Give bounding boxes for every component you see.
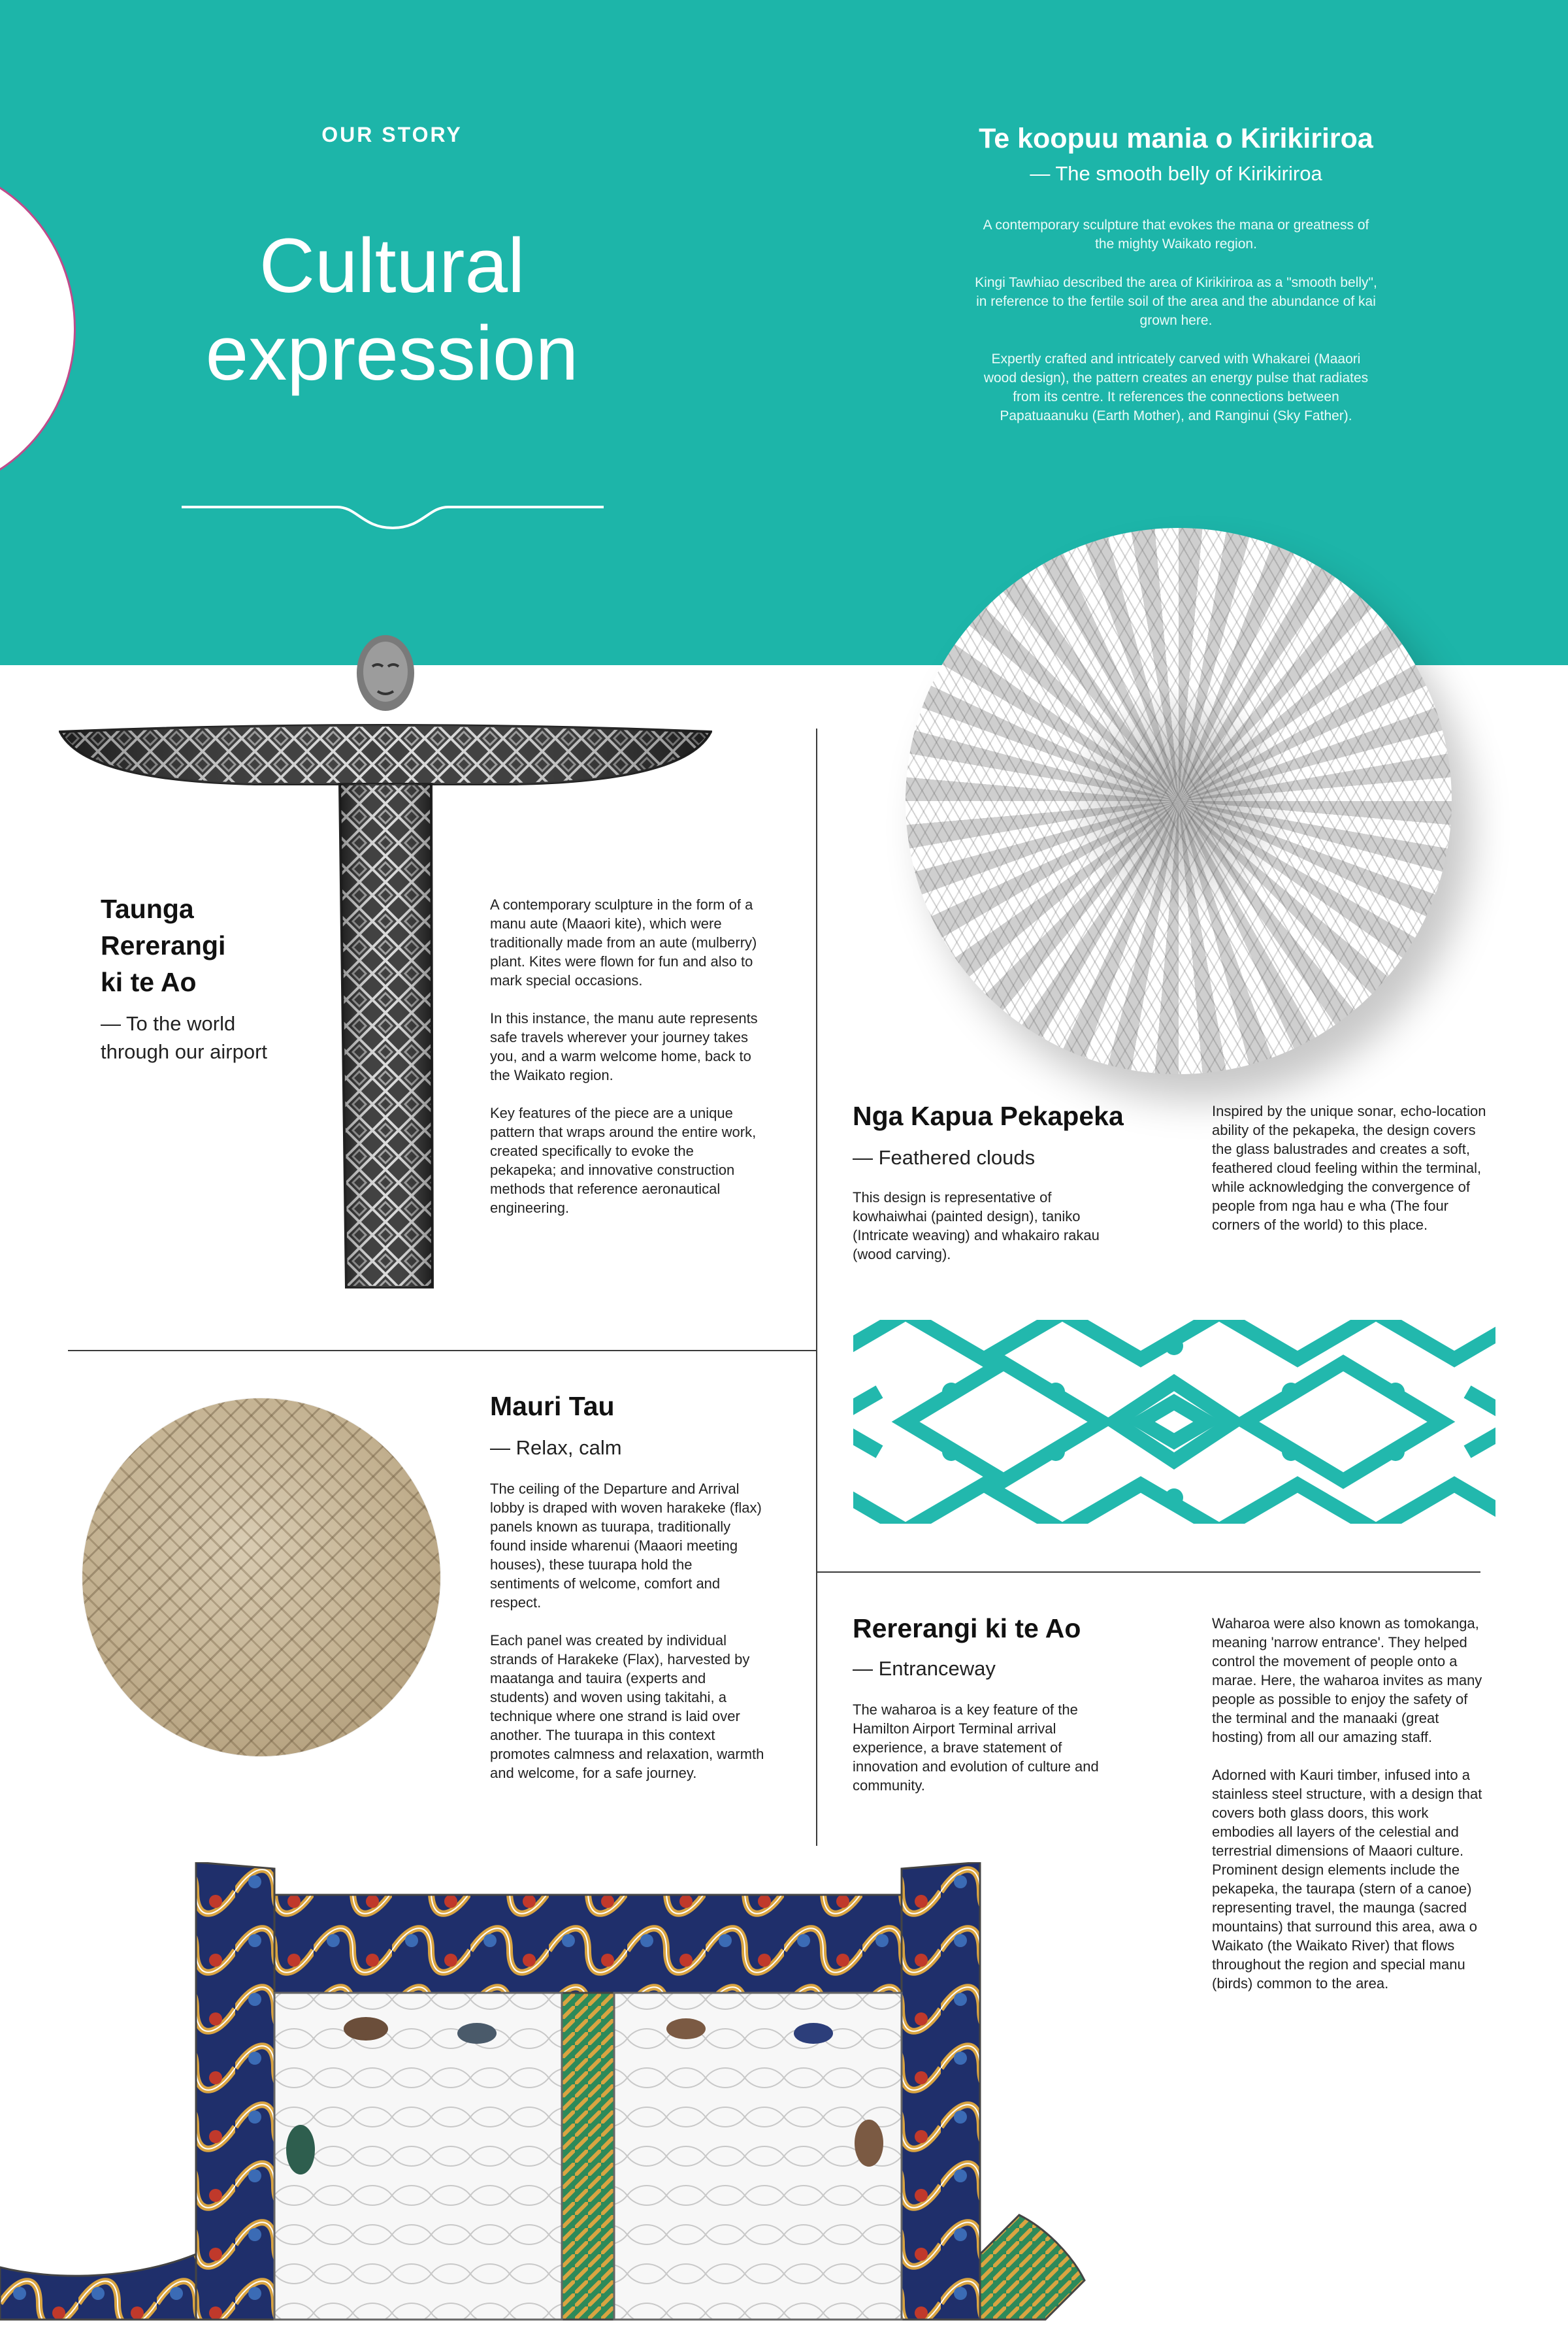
taunga-paragraph: A contemporary sculpture in the form of a manu aute (Maaori kite), which were traditionally made from an aute (mulberry) plant. Kites were flown for fun and also to mark special occasions. (490, 896, 757, 989)
rererangi-title: Rererangi ki te Ao (853, 1613, 1081, 1643)
intro-paragraph: Expertly crafted and intricately carved with Whakarei (Maaori wood design), the pattern creates an energy pulse that radiates from its centre. It references the connections between Papatuaanuku (Earth Mother), and Ranginui (Sky Father). (983, 352, 1369, 423)
intro-title: Te koopuu mania o Kirikiriroa (979, 123, 1373, 154)
gateway-left-flare (0, 2254, 196, 2320)
feathered-clouds-pattern-image (853, 1320, 1495, 1524)
mauri-tau-body (490, 1479, 764, 1801)
woven-flax-image (82, 1398, 440, 1756)
intro-subtitle: — The smooth belly of Kirikiriroa (1030, 162, 1322, 185)
mauri-tau-subtitle: — Relax, calm (490, 1436, 622, 1459)
taunga-paragraph: In this instance, the manu aute represents safe travels wherever your journey takes you, and a warm welcome home, back to the Waikato region. (490, 1010, 758, 1083)
nga-kapua-body-left: This design is representative of kowhaiwhai (painted design), taniko (Intricate weaving) and whakairo rakau (wood carving). (853, 1189, 1100, 1262)
kite-head (357, 635, 414, 711)
row-divider-left (68, 1350, 817, 1351)
taunga-subtitle-line: through our airport (101, 1040, 268, 1063)
title-divider (180, 502, 605, 534)
intro-paragraph: A contemporary sculpture that evokes the mana or greatness of the mighty Waikato region. (983, 218, 1369, 252)
mauri-tau-paragraph: Each panel was created by individual strands of Harakeke (Flax), harvested by maatanga and tauira (experts and students) and woven using takitahi, a technique where one strand is laid over another. The tuurapa in this context promotes calmness and relaxation, warmth and welcome, for a safe journey. (490, 1632, 764, 1781)
rererangi-subtitle: — Entranceway (853, 1657, 996, 1680)
gateway-right-post (902, 1862, 980, 2320)
intro-body (973, 216, 1379, 445)
column-divider (816, 729, 817, 1846)
taunga-title-line: ki te Ao (101, 967, 197, 997)
taunga-title (101, 891, 310, 1000)
gateway-right-flare (980, 2215, 1085, 2320)
eyebrow-label: OUR STORY (321, 123, 463, 146)
rererangi-paragraph: Adorned with Kauri timber, infused into a stainless steel structure, with a design that covers both glass doors, this work embodies all layers of the celestial and terrestrial dimensions of Maaori culture. Prominent design elements include the pekapeka, the taurapa (stern of a canoe) representing travel, the maunga (sacred mountains) that surround this area, awa o Waikato (the Waikato River) that flows throughout the region and special manu (birds) common to the area. (1212, 1767, 1482, 1992)
disc-pattern (906, 528, 1452, 1074)
gateway-left-door (274, 1993, 562, 2320)
mauri-tau-title: Mauri Tau (490, 1391, 615, 1421)
taunga-subtitle (101, 1009, 336, 1066)
gateway-centre-post (562, 1993, 614, 2320)
taunga-body (490, 895, 758, 1236)
page-title (131, 222, 653, 397)
gateway-left-post (196, 1862, 274, 2320)
taunga-title-line: Rererangi (101, 930, 226, 960)
gateway-illustration-image (0, 1862, 1241, 2330)
mauri-tau-paragraph: The ceiling of the Departure and Arrival lobby is draped with woven harakeke (flax) panels known as tuurapa, traditionally found inside wharenui (Maaori meeting houses), these tuurapa hold the sentiments of welcome, comfort and respect. (490, 1481, 762, 1611)
nga-kapua-body-right: Inspired by the unique sonar, echo-location ability of the pekapeka, the design covers the glass balustrades and creates a soft, feathered cloud feeling within the terminal, while acknowledging the convergence of people from nga hau e wha (The four corners of the world) to this place. (1212, 1103, 1486, 1233)
taunga-paragraph: Key features of the piece are a unique pattern that wraps around the entire work, created specifically to evoke the pekapeka; and innovative construction methods that reference aeronautical engineering. (490, 1105, 757, 1216)
disc-sculpture-image (906, 528, 1452, 1074)
gateway-lintel (274, 1895, 902, 1993)
nga-kapua-subtitle: — Feathered clouds (853, 1146, 1036, 1169)
rererangi-paragraph: Waharoa were also known as tomokanga, meaning 'narrow entrance'. They helped control the movement of people onto a marae. Here, the waharoa invites as many people as possible to enjoy the safety of the terminal and the manaaki (great hosting) from all our amazing staff. (1212, 1615, 1482, 1745)
page-title-line1: Cultural (259, 223, 525, 309)
page-title-line2: expression (205, 310, 579, 397)
taunga-title-line: Taunga (101, 894, 194, 924)
taunga-subtitle-line: — To the world (101, 1012, 236, 1035)
rererangi-body-left: The waharoa is a key feature of the Hamilton Airport Terminal arrival experience, a brave statement of innovation and evolution of culture and community. (853, 1701, 1099, 1794)
intro-paragraph: Kingi Tawhiao described the area of Kirikiriroa as a "smooth belly", in reference to the fertile soil of the area and the abundance of kai grown here. (975, 275, 1377, 328)
row-divider-right (817, 1571, 1480, 1573)
rererangi-body-right (1212, 1614, 1486, 2012)
nga-kapua-title: Nga Kapua Pekapeka (853, 1101, 1124, 1131)
